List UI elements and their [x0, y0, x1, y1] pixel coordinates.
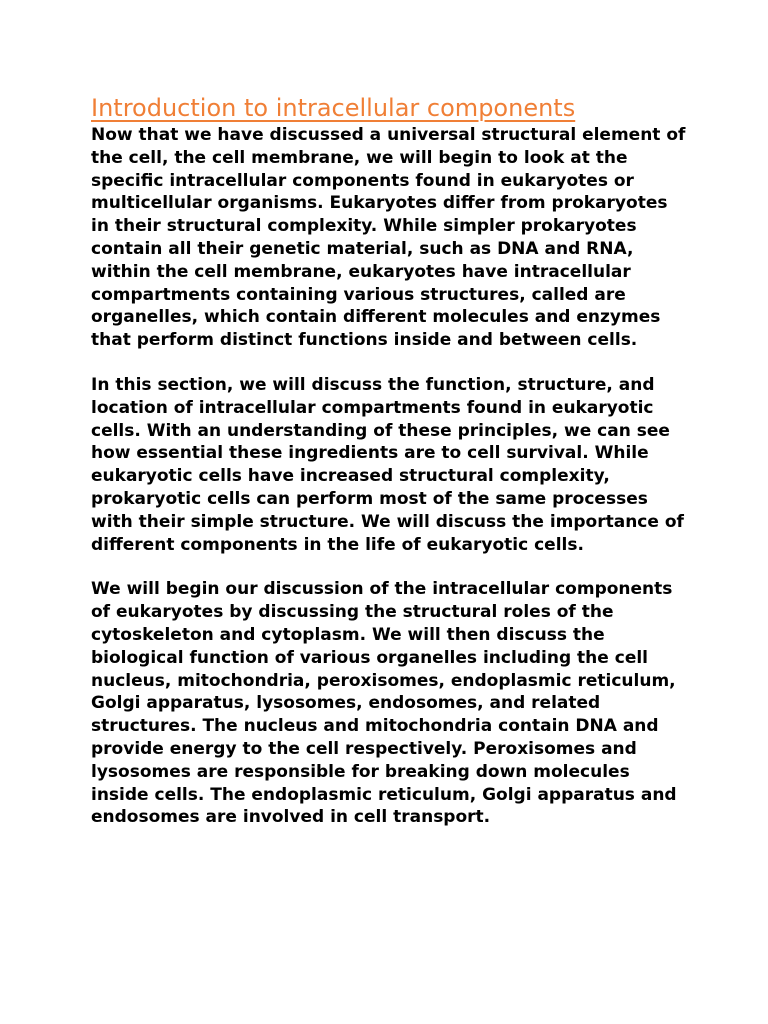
document-body	[91, 124, 691, 829]
page-title: Introduction to intracellular components	[91, 94, 576, 122]
paragraph-intro: Now that we have discussed a universal structural element of the cell, the cell membrane, we will begin to look at the specific intracellular components found in eukaryotes or multicellular organisms. Eukaryotes differ from prokaryotes in their structural complexity. While simpler prokaryotes contain all their genetic material, such as DNA and RNA, within the cell membrane, eukaryotes have intracellular compartments containing various structures, called are organelles, which contain different molecules and enzymes that perform distinct functions inside and between cells.	[91, 125, 686, 351]
paragraph-discussion-plan: We will begin our discussion of the intracellular components of eukaryotes by discussing the structural roles of the cytoskeleton and cytoplasm. We will then discuss the biological function of various organelles including the cell nucleus, mitochondria, peroxisomes, endoplasmic reticulum, Golgi apparatus, lysosomes, endosomes, and related structures. The nucleus and mitochondria contain DNA and provide energy to the cell respectively. Peroxisomes and lysosomes are responsible for breaking down molecules inside cells. The endoplasmic reticulum, Golgi apparatus and endosomes are involved in cell transport.	[91, 579, 677, 828]
paragraph-section-overview: In this section, we will discuss the function, structure, and location of intracellular compartments found in eukaryotic cells. With an understanding of these principles, we can see how essential these ingredients are to cell survival. While eukaryotic cells have increased structural complexity, prokaryotic cells can perform most of the same processes with their simple structure. We will discuss the importance of different components in the life of eukaryotic cells.	[91, 374, 684, 555]
document-page	[91, 92, 691, 829]
